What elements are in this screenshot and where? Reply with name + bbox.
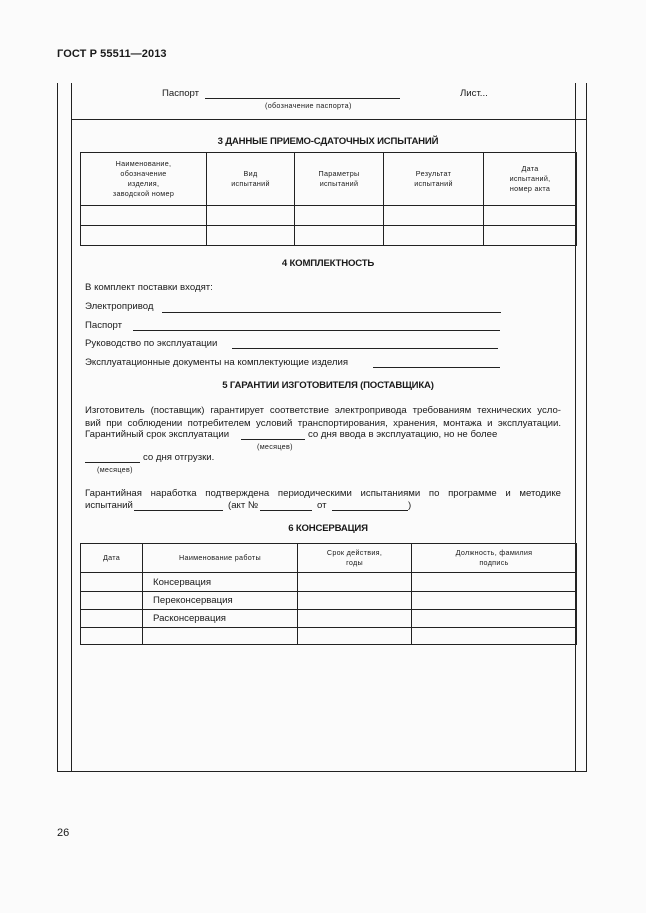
column-header: Наименование работы bbox=[143, 544, 298, 573]
item-component-docs-label: Эксплуатационные документы на комплектующие изделия bbox=[85, 357, 349, 368]
passport-header-divider bbox=[71, 119, 586, 120]
act-number-blank[interactable] bbox=[260, 510, 312, 511]
passport-number-blank[interactable] bbox=[205, 98, 400, 99]
work-name-cell bbox=[143, 628, 298, 645]
passport-caption: (обозначение паспорта) bbox=[265, 101, 352, 110]
table-cell[interactable] bbox=[81, 592, 143, 610]
act-date-label: от bbox=[317, 500, 327, 511]
column-header: Дата испытаний, номер акта bbox=[484, 153, 577, 206]
acceptance-tests-table bbox=[80, 152, 577, 246]
page-number: 26 bbox=[57, 827, 70, 839]
table-cell[interactable] bbox=[295, 206, 384, 226]
column-header: Результат испытаний bbox=[384, 153, 484, 206]
work-name-cell: Консервация bbox=[143, 573, 298, 592]
table-cell[interactable] bbox=[81, 226, 207, 246]
tests-program-blank[interactable] bbox=[134, 510, 223, 511]
table-row bbox=[81, 610, 577, 628]
table-cell[interactable] bbox=[384, 226, 484, 246]
table-cell[interactable] bbox=[412, 573, 577, 592]
section-5-title: 5 ГАРАНТИИ ИЗГОТОВИТЕЛЯ (ПОСТАВЩИКА) bbox=[222, 380, 434, 391]
tests-label: испытаний bbox=[85, 500, 133, 511]
warranty-text-line-1: Изготовитель (поставщик) гарантирует соответствие электропривода требованиям технических усло- bbox=[85, 405, 561, 416]
table-cell[interactable] bbox=[412, 610, 577, 628]
table-cell[interactable] bbox=[298, 573, 412, 592]
item-electric-drive-blank[interactable] bbox=[162, 312, 501, 313]
table-row bbox=[81, 628, 577, 645]
table-cell[interactable] bbox=[81, 206, 207, 226]
item-electric-drive-label: Электропривод bbox=[85, 301, 154, 312]
table-row bbox=[81, 206, 577, 226]
delivery-intro: В комплект поставки входят: bbox=[85, 282, 213, 293]
item-manual-label: Руководство по эксплуатации bbox=[85, 338, 218, 349]
frame-binding-line bbox=[71, 83, 72, 771]
table-row bbox=[81, 226, 577, 246]
warranty-text-line-5: Гарантийная наработка подтверждена периодическими испытаниями по программе и методике bbox=[85, 488, 561, 499]
table-cell[interactable] bbox=[484, 206, 577, 226]
item-passport-blank[interactable] bbox=[133, 330, 500, 331]
table-cell[interactable] bbox=[81, 628, 143, 645]
column-header: Наименование, обозначение изделия, заводской номер bbox=[81, 153, 207, 206]
months-caption-2: (месяцев) bbox=[97, 465, 133, 474]
table-cell[interactable] bbox=[412, 592, 577, 610]
table-row bbox=[81, 573, 577, 592]
column-header: Параметры испытаний bbox=[295, 153, 384, 206]
act-date-blank[interactable] bbox=[332, 510, 408, 511]
table-cell[interactable] bbox=[384, 206, 484, 226]
warranty-period-label: Гарантийный срок эксплуатации bbox=[85, 429, 230, 440]
item-manual-blank[interactable] bbox=[232, 348, 498, 349]
passport-label: Паспорт bbox=[162, 88, 200, 99]
table-cell[interactable] bbox=[295, 226, 384, 246]
table-cell[interactable] bbox=[298, 628, 412, 645]
table-header-row bbox=[81, 153, 577, 206]
sheet-label: Лист... bbox=[460, 88, 488, 99]
months-caption-1: (месяцев) bbox=[257, 442, 293, 451]
warranty-period-tail: со дня ввода в эксплуатацию, но не более bbox=[308, 429, 498, 440]
table-cell[interactable] bbox=[81, 573, 143, 592]
column-header: Должность, фамилия подпись bbox=[412, 544, 577, 573]
section-3-title: 3 ДАННЫЕ ПРИЕМО-СДАТОЧНЫХ ИСПЫТАНИЙ bbox=[217, 136, 439, 147]
preservation-table bbox=[80, 543, 577, 645]
table-cell[interactable] bbox=[412, 628, 577, 645]
warranty-text-line-2: вий при соблюдении потребителем условий транспортирования, хранения, монтажа и эксплуатации. bbox=[85, 418, 561, 429]
table-cell[interactable] bbox=[298, 610, 412, 628]
work-name-cell: Расконсервация bbox=[143, 610, 298, 628]
act-number-label: (акт № bbox=[228, 500, 259, 511]
item-passport-label: Паспорт bbox=[85, 320, 123, 331]
table-cell[interactable] bbox=[484, 226, 577, 246]
item-component-docs-blank[interactable] bbox=[373, 367, 500, 368]
section-6-title: 6 КОНСЕРВАЦИЯ bbox=[288, 523, 368, 534]
table-header-row bbox=[81, 544, 577, 573]
section-4-title: 4 КОМПЛЕКТНОСТЬ bbox=[281, 258, 375, 269]
column-header: Дата bbox=[81, 544, 143, 573]
table-row bbox=[81, 592, 577, 610]
document-code: ГОСТ Р 55511—2013 bbox=[57, 48, 167, 60]
table-cell[interactable] bbox=[81, 610, 143, 628]
work-name-cell: Переконсервация bbox=[143, 592, 298, 610]
table-cell[interactable] bbox=[207, 206, 295, 226]
column-header: Вид испытаний bbox=[207, 153, 295, 206]
act-close-paren: ) bbox=[408, 500, 412, 511]
column-header: Срок действия, годы bbox=[298, 544, 412, 573]
warranty-period-blank[interactable] bbox=[241, 439, 305, 440]
table-cell[interactable] bbox=[298, 592, 412, 610]
shipment-period-tail: со дня отгрузки. bbox=[143, 452, 215, 463]
shipment-period-blank[interactable] bbox=[85, 462, 140, 463]
table-cell[interactable] bbox=[207, 226, 295, 246]
